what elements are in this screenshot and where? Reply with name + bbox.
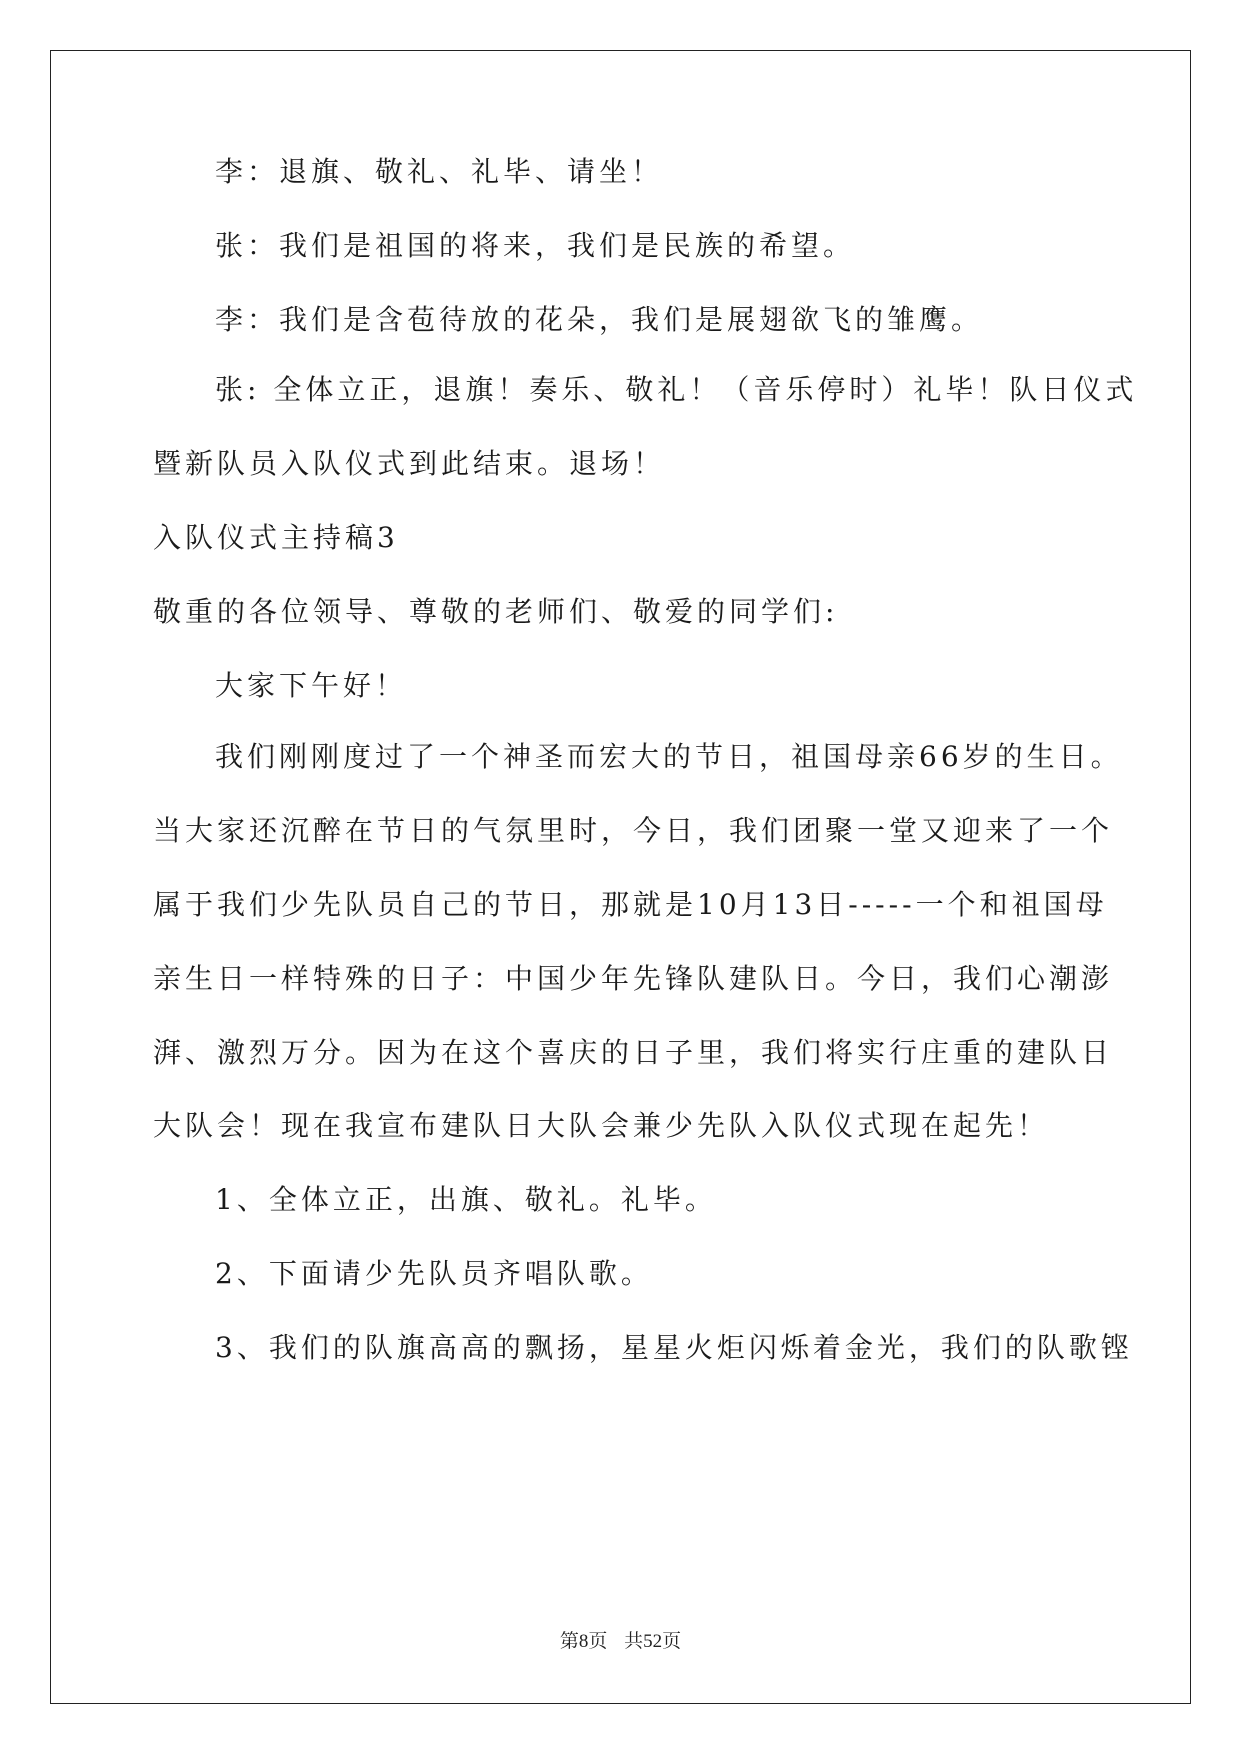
paragraph-line: 张: 全体立正，退旗！奏乐、敬礼！（音乐停时）礼毕！队日仪式 [215,373,1138,406]
paragraph-line: 李：我们是含苞待放的花朵，我们是展翅欲飞的雏鹰。 [215,303,984,336]
paragraph-line: 李：退旗、敬礼、礼毕、请坐！ [215,155,664,188]
list-item: 2、下面请少先队员齐唱队歌。 [215,1257,653,1290]
section-heading: 入队仪式主持稿3 [153,521,399,554]
paragraph-line: 我们刚刚度过了一个神圣而宏大的节日，祖国母亲66岁的生日。 [215,740,1123,773]
current-page-number: 第8页 [559,1631,608,1652]
page-frame [50,50,1191,1704]
paragraph-line: 张：我们是祖国的将来，我们是民族的希望。 [215,229,856,262]
paragraph-line: 亲生日一样特殊的日子：中国少年先锋队建队日。今日，我们心潮澎 [153,962,1114,995]
paragraph-line: 大家下午好！ [215,669,408,702]
page-footer [0,1626,1241,1653]
paragraph-line: 属于我们少先队员自己的节日，那就是10月13日-----一个和祖国母 [153,888,1108,921]
list-item: 1、全体立正，出旗、敬礼。礼毕。 [215,1183,717,1216]
paragraph-line: 当大家还沉醉在节日的气氛里时，今日，我们团聚一堂又迎来了一个 [153,814,1114,847]
list-item: 3、我们的队旗高高的飘扬，星星火炬闪烁着金光，我们的队歌铿 [215,1331,1133,1364]
paragraph-line: 大队会！现在我宣布建队日大队会兼少先队入队仪式现在起先！ [153,1109,1050,1142]
paragraph-line: 湃、激烈万分。因为在这个喜庆的日子里，我们将实行庄重的建队日 [153,1036,1114,1069]
paragraph-line: 暨新队员入队仪式到此结束。退场！ [153,447,666,480]
salutation-line: 敬重的各位领导、尊敬的老师们、敬爱的同学们: [153,595,839,628]
total-page-count: 共52页 [624,1631,682,1652]
